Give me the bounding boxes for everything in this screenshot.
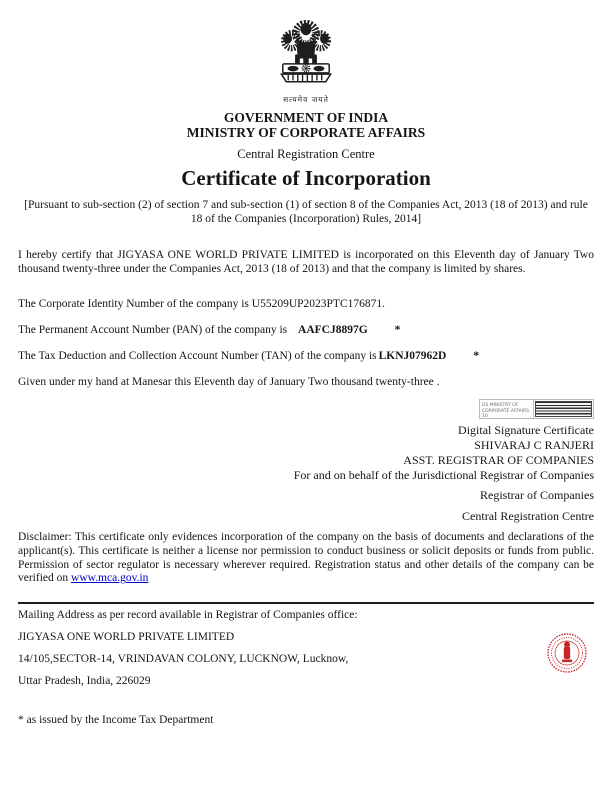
mailing-address-heading: Mailing Address as per record available in Registrar of Companies office: [18,609,358,622]
dsc-signature-details [535,401,592,417]
registrar-seal-icon [546,632,588,674]
given-under-hand-line: Given under my hand at Manesar this Eleventh day of January Two thousand twenty-three . [18,376,440,388]
emblem-block [18,16,594,104]
cin-suffix: . [382,298,386,310]
signature-line-on-behalf: For and on behalf of the Jurisdictional Registrar of Companies [293,468,594,482]
pursuant-clause: [Pursuant to sub-section (2) of section 7 and sub-section (1) of section 8 of the Companies Act, 2013 (18 of 2013) and rule 18 of the Companies (Incorporation) Rules, 2014] [24,199,588,225]
registration-centre-heading: Central Registration Centre [237,147,375,161]
disclaimer-text: Disclaimer: This certificate only evidences incorporation of the company on the basis of documents and declarations of the applicant(s). This certificate is neither a license nor permission to conduct business or solicit deposits or funds from public. Permission of sector regulator is necessary wherever required. Registration status and other details of the company can be verified on [18,531,594,585]
signature-line-roc: Registrar of Companies [480,488,594,502]
dsc-stamp [479,399,594,419]
signature-line-crc: Central Registration Centre [462,509,594,523]
tan-value: LKNJ07962D [378,350,447,362]
tan-footnote-marker: * [473,350,480,362]
mailing-address-line2: Uttar Pradesh, India, 226029 [18,675,151,688]
certification-paragraph: I hereby certify that JIGYASA ONE WORLD PRIVATE LIMITED is incorporated on this Eleventh day of January Two thousand twenty-three under the Companies Act, 2013 (18 of 2013) and that the company is limited by shares. [18,249,594,275]
signature-line-dsc: Digital Signature Certificate [458,423,594,437]
signature-line-name: SHIVARAJ C RANJERI [474,438,594,452]
state-emblem-icon [265,16,347,90]
tan-label: The Tax Deduction and Collection Account Number (TAN) of the company is [18,350,377,362]
disclaimer-paragraph [18,531,594,586]
mca-website-link[interactable]: www.mca.gov.in [71,572,149,585]
cin-line [18,297,594,311]
pan-value: AAFCJ8897G [298,324,368,336]
signature-line-designation: ASST. REGISTRAR OF COMPANIES [403,453,594,467]
pan-tan-footnote: * as issued by the Income Tax Department [18,714,214,727]
emblem-motto: सत्यमेव जयते [283,95,329,104]
mailing-address-line1: 14/105,SECTOR-14, VRINDAVAN COLONY, LUCKNOW, Lucknow, [18,653,349,666]
dsc-stamp-label: DS MINISTRY OF CORPORATE AFFAIRS 10 [480,400,534,418]
government-heading: GOVERNMENT OF INDIA [223,110,389,125]
mailing-company-name: JIGYASA ONE WORLD PRIVATE LIMITED [18,631,235,644]
certificate-title: Certificate of Incorporation [181,166,431,190]
pan-label: The Permanent Account Number (PAN) of the company is [18,324,291,336]
pan-footnote-marker: * [394,324,401,336]
cin-label: The Corporate Identity Number of the company is [18,298,252,310]
pan-line [18,323,594,337]
section-divider [18,602,594,604]
cin-value: U55209UP2023PTC176871 [251,298,383,310]
signature-block [18,423,594,525]
tan-line [18,349,594,363]
ministry-heading: MINISTRY OF CORPORATE AFFAIRS [186,125,426,140]
